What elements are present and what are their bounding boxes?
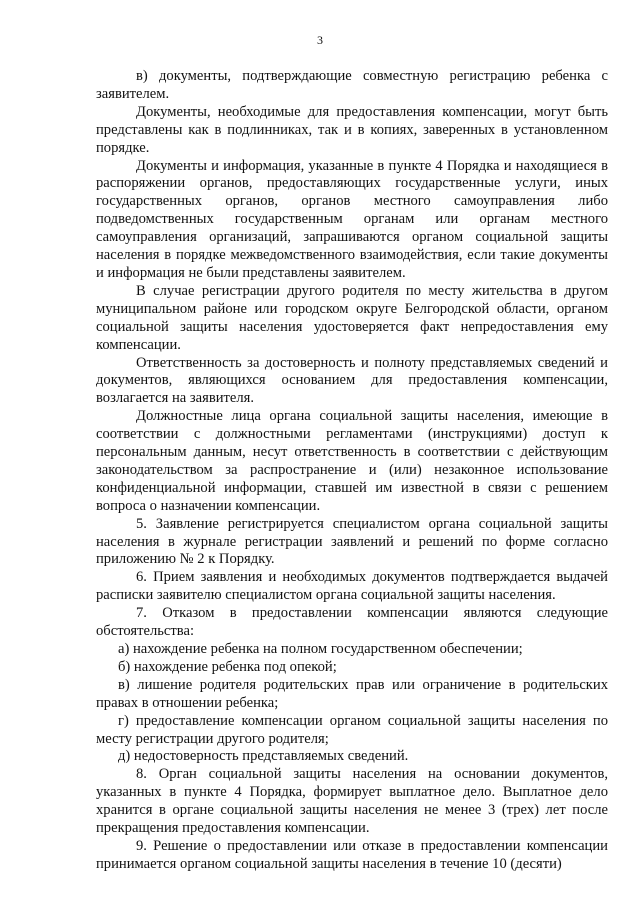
paragraph-clause-6: 6. Прием заявления и необходимых документов подтверждается выдачей расписки заявителю специалистом органа социальной защиты населения. <box>96 569 608 604</box>
paragraph-clause-8: 8. Орган социальной защиты населения на основании документов, указанных в пункте 4 Порядка, формирует выплатное дело. Выплатное дело хранится в органе социальной защиты населения не менее 3 (трех) лет после прекращения предоставления компенсации. <box>96 766 608 837</box>
paragraph-documents-originals: Документы, необходимые для предоставления компенсации, могут быть представлены как в подлинниках, так и в копиях, заверенных в установленном порядке. <box>96 103 608 156</box>
page-number: 3 <box>317 33 323 47</box>
paragraph-item-v: в) документы, подтверждающие совместную регистрацию ребенка с заявителем. <box>96 68 608 102</box>
paragraph-other-parent-registration: В случае регистрации другого родителя по месту жительства в другом муниципальном районе или городском округе Белгородской области, органом социальной защиты населения удостоверяется факт непредоставления ему компенсации. <box>96 282 608 353</box>
list-item-d: д) недостоверность представляемых сведений. <box>118 748 409 765</box>
paragraph-responsibility-applicant: Ответственность за достоверность и полноту представляемых сведений и документов, являющихся основанием для предоставления компенсации, возлагается на заявителя. <box>96 354 608 407</box>
paragraph-clause-5: 5. Заявление регистрируется специалистом органа социальной защиты населения в журнале регистрации заявлений и решений по форме согласно приложению № 2 к Порядку. <box>96 515 608 568</box>
paragraph-clause-9: 9. Решение о предоставлении или отказе в предоставлении компенсации принимается органом социальной защиты населения в течение 10 (десяти) <box>96 837 608 872</box>
document-body <box>96 68 608 874</box>
paragraph-officials-responsibility: Должностные лица органа социальной защиты населения, имеющие в соответствии с должностными регламентами (инструкциями) доступ к персональным данным, несут ответственность в соответствии с действующим законодательством за распространение и (или) незаконное использование конфиденциальной информации, ставшей им известной в связи с решением вопроса о назначении компенсации. <box>96 408 608 514</box>
paragraph-clause-7: 7. Отказом в предоставлении компенсации являются следующие обстоятельства: <box>96 605 608 640</box>
list-item-a: а) нахождение ребенка на полном государственном обеспечении; <box>118 641 523 657</box>
list-item-g: г) предоставление компенсации органом социальной защиты населения по месту регистрации другого родителя; <box>96 712 608 747</box>
list-item-v: в) лишение родителя родительских прав или ограничение в родительских правах в отношении ребенка; <box>96 676 608 711</box>
paragraph-interagency-request: Документы и информация, указанные в пункте 4 Порядка и находящиеся в распоряжении органов, предоставляющих государственные услуги, иных государственных органов, органов местного самоуправления либо подведомственных государственным органам или органам местного самоуправления организаций, запрашиваются органом социальной защиты населения в порядке межведомственного взаимодействия, если такие документы и информация не были представлены заявителем. <box>96 157 608 281</box>
list-item-b: б) нахождение ребенка под опекой; <box>118 658 337 675</box>
